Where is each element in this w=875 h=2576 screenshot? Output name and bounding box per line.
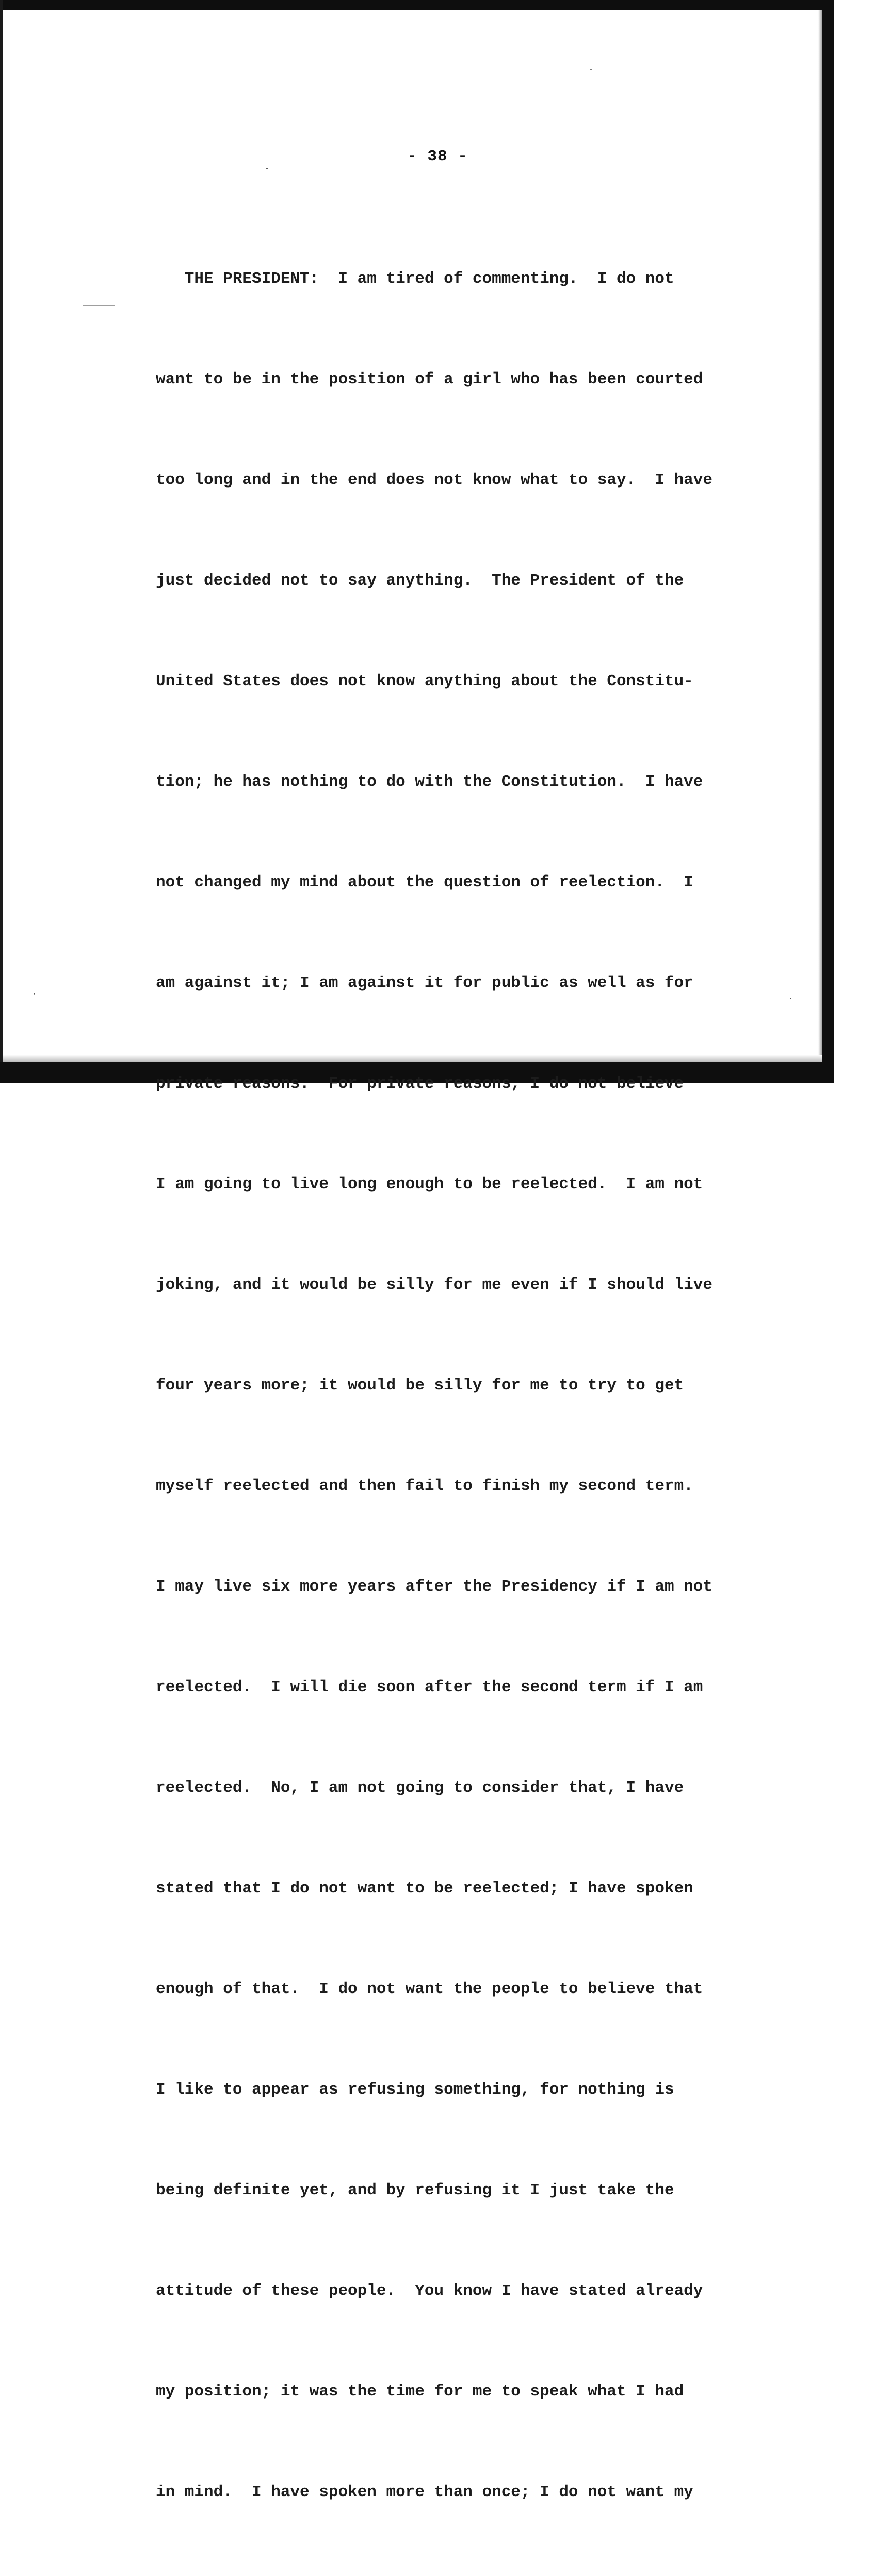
text-line: not changed my mind about the question of reelection. I bbox=[156, 873, 693, 892]
dust-speck bbox=[34, 993, 35, 995]
dust-speck bbox=[590, 69, 592, 70]
text-line: just decided not to say anything. The President of the bbox=[156, 572, 684, 590]
text-line: reelected. No, I am not going to consider that, I have bbox=[156, 1779, 684, 1797]
text-line: am against it; I am against it for public as well as for bbox=[156, 974, 693, 992]
margin-mark bbox=[83, 305, 115, 306]
scan-border-top bbox=[0, 0, 834, 10]
text-line: being definite yet, and by refusing it I just take the bbox=[156, 2181, 674, 2199]
text-line: United States does not know anything about the Constitu- bbox=[156, 672, 693, 690]
text-line: stated that I do not want to be reelected; I have spoken bbox=[156, 1880, 693, 1898]
text-line: attitude of these people. You know I have stated already bbox=[156, 2282, 703, 2300]
text-line: in mind. I have spoken more than once; I do not want my bbox=[156, 2483, 693, 2501]
text-line: myself reelected and then fail to finish my second term. bbox=[156, 1477, 693, 1495]
text-line: joking, and it would be silly for me even if I should live bbox=[156, 1276, 712, 1294]
transcript-body bbox=[156, 195, 712, 2576]
text-line: too long and in the end does not know what to say. I have bbox=[156, 471, 712, 489]
text-line: private reasons. For private reasons, I do not believe bbox=[156, 1075, 684, 1093]
paper-edge-shadow-right bbox=[818, 10, 822, 1062]
text-line: want to be in the position of a girl who has been courted bbox=[156, 370, 703, 388]
text-line: tion; he has nothing to do with the Constitution. I have bbox=[156, 773, 703, 791]
dust-speck bbox=[790, 998, 791, 999]
dust-speck bbox=[266, 168, 268, 169]
text-line: I may live six more years after the Presidency if I am not bbox=[156, 1578, 712, 1596]
text-line: reelected. I will die soon after the second term if I am bbox=[156, 1678, 703, 1696]
text-line: I like to appear as refusing something, for nothing is bbox=[156, 2081, 674, 2099]
text-line: I am going to live long enough to be reelected. I am not bbox=[156, 1175, 703, 1193]
text-line: my position; it was the time for me to speak what I had bbox=[156, 2383, 684, 2401]
text-line: THE PRESIDENT: I am tired of commenting. I do not bbox=[156, 270, 674, 288]
text-line: enough of that. I do not want the people to believe that bbox=[156, 1980, 703, 1998]
page-number: - 38 - bbox=[407, 148, 468, 166]
text-line: four years more; it would be silly for me to try to get bbox=[156, 1376, 684, 1395]
